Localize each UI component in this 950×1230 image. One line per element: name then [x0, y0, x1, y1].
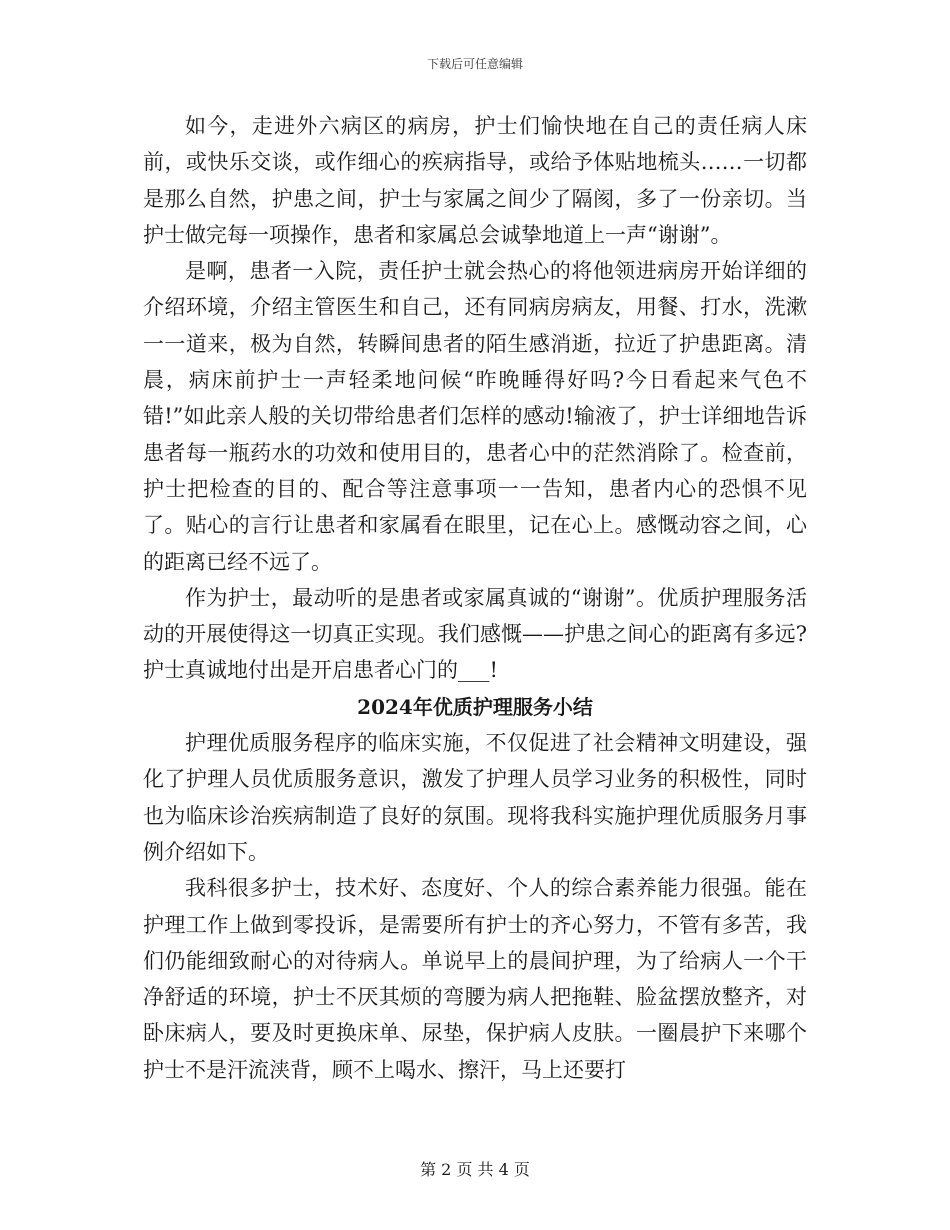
section-title: 2024年优质护理服务小结: [357, 694, 593, 719]
paragraph-2: 是啊，患者一入院，责任护士就会热心的将他领进病房开始详细的介绍环境，介绍主管医生和自己，还有同病房病友，用餐、打水，洗漱一一道来，极为自然，转瞬间患者的陌生感消逝，拉近了护患距离。清晨，病床前护士一声轻柔地问候“昨晚睡得好吗?今日看起来气色不错!”如此亲人般的关切带给患者们怎样的感动!输液了，护士详细地告诉患者每一瓶药水的功效和使用目的，患者心中的茫然消除了。检查前，护士把检查的目的、配合等注意事项一一告知，患者内心的恐惧不见了。贴心的言行让患者和家属看在眼里，记在心上。感慨动容之间，心的距离已经不远了。: [143, 259, 807, 574]
page-number: 第 2 页 共 4 页: [420, 1160, 530, 1179]
paragraph-1: 如今，走进外六病区的病房，护士们愉快地在自己的责任病人床前，或快乐交谈，或作细心的疾病指导，或给予体贴地梳头……一切都是那么自然，护患之间，护士与家属之间少了隔阂，多了一份亲切。当护士做完每一项操作，患者和家属总会诚挚地道上一声“谢谢”。: [143, 114, 807, 247]
paragraph-4: 护理优质服务程序的临床实施，不仅促进了社会精神文明建设，强化了护理人员优质服务意识，激发了护理人员学习业务的积极性，同时也为临床诊治疾病制造了良好的氛围。现将我科实施护理优质服务月事例介绍如下。: [143, 731, 807, 864]
paragraph-3: 作为护士，最动听的是患者或家属真诚的“谢谢”。优质护理服务活动的开展使得这一切真正实现。我们感慨——护患之间心的距离有多远?护士真诚地付出是开启患者心门的___!: [143, 585, 807, 683]
document-body: [143, 108, 807, 1088]
paragraph-5: 我科很多护士，技术好、态度好、个人的综合素养能力很强。能在护理工作上做到零投诉，是需要所有护士的齐心努力，不管有多苦，我们仍能细致耐心的对待病人。单说早上的晨间护理，为了给病人一个干净舒适的环境，护士不厌其烦的弯腰为病人把拖鞋、脸盆摆放整齐，对卧床病人，要及时更换床单、尿垫，保护病人皮肤。一圈晨护下来哪个护士不是汗流浃背，顾不上喝水、擦汗，马上还要打: [143, 876, 807, 1082]
page-header-note: 下载后可任意编辑: [426, 57, 523, 71]
